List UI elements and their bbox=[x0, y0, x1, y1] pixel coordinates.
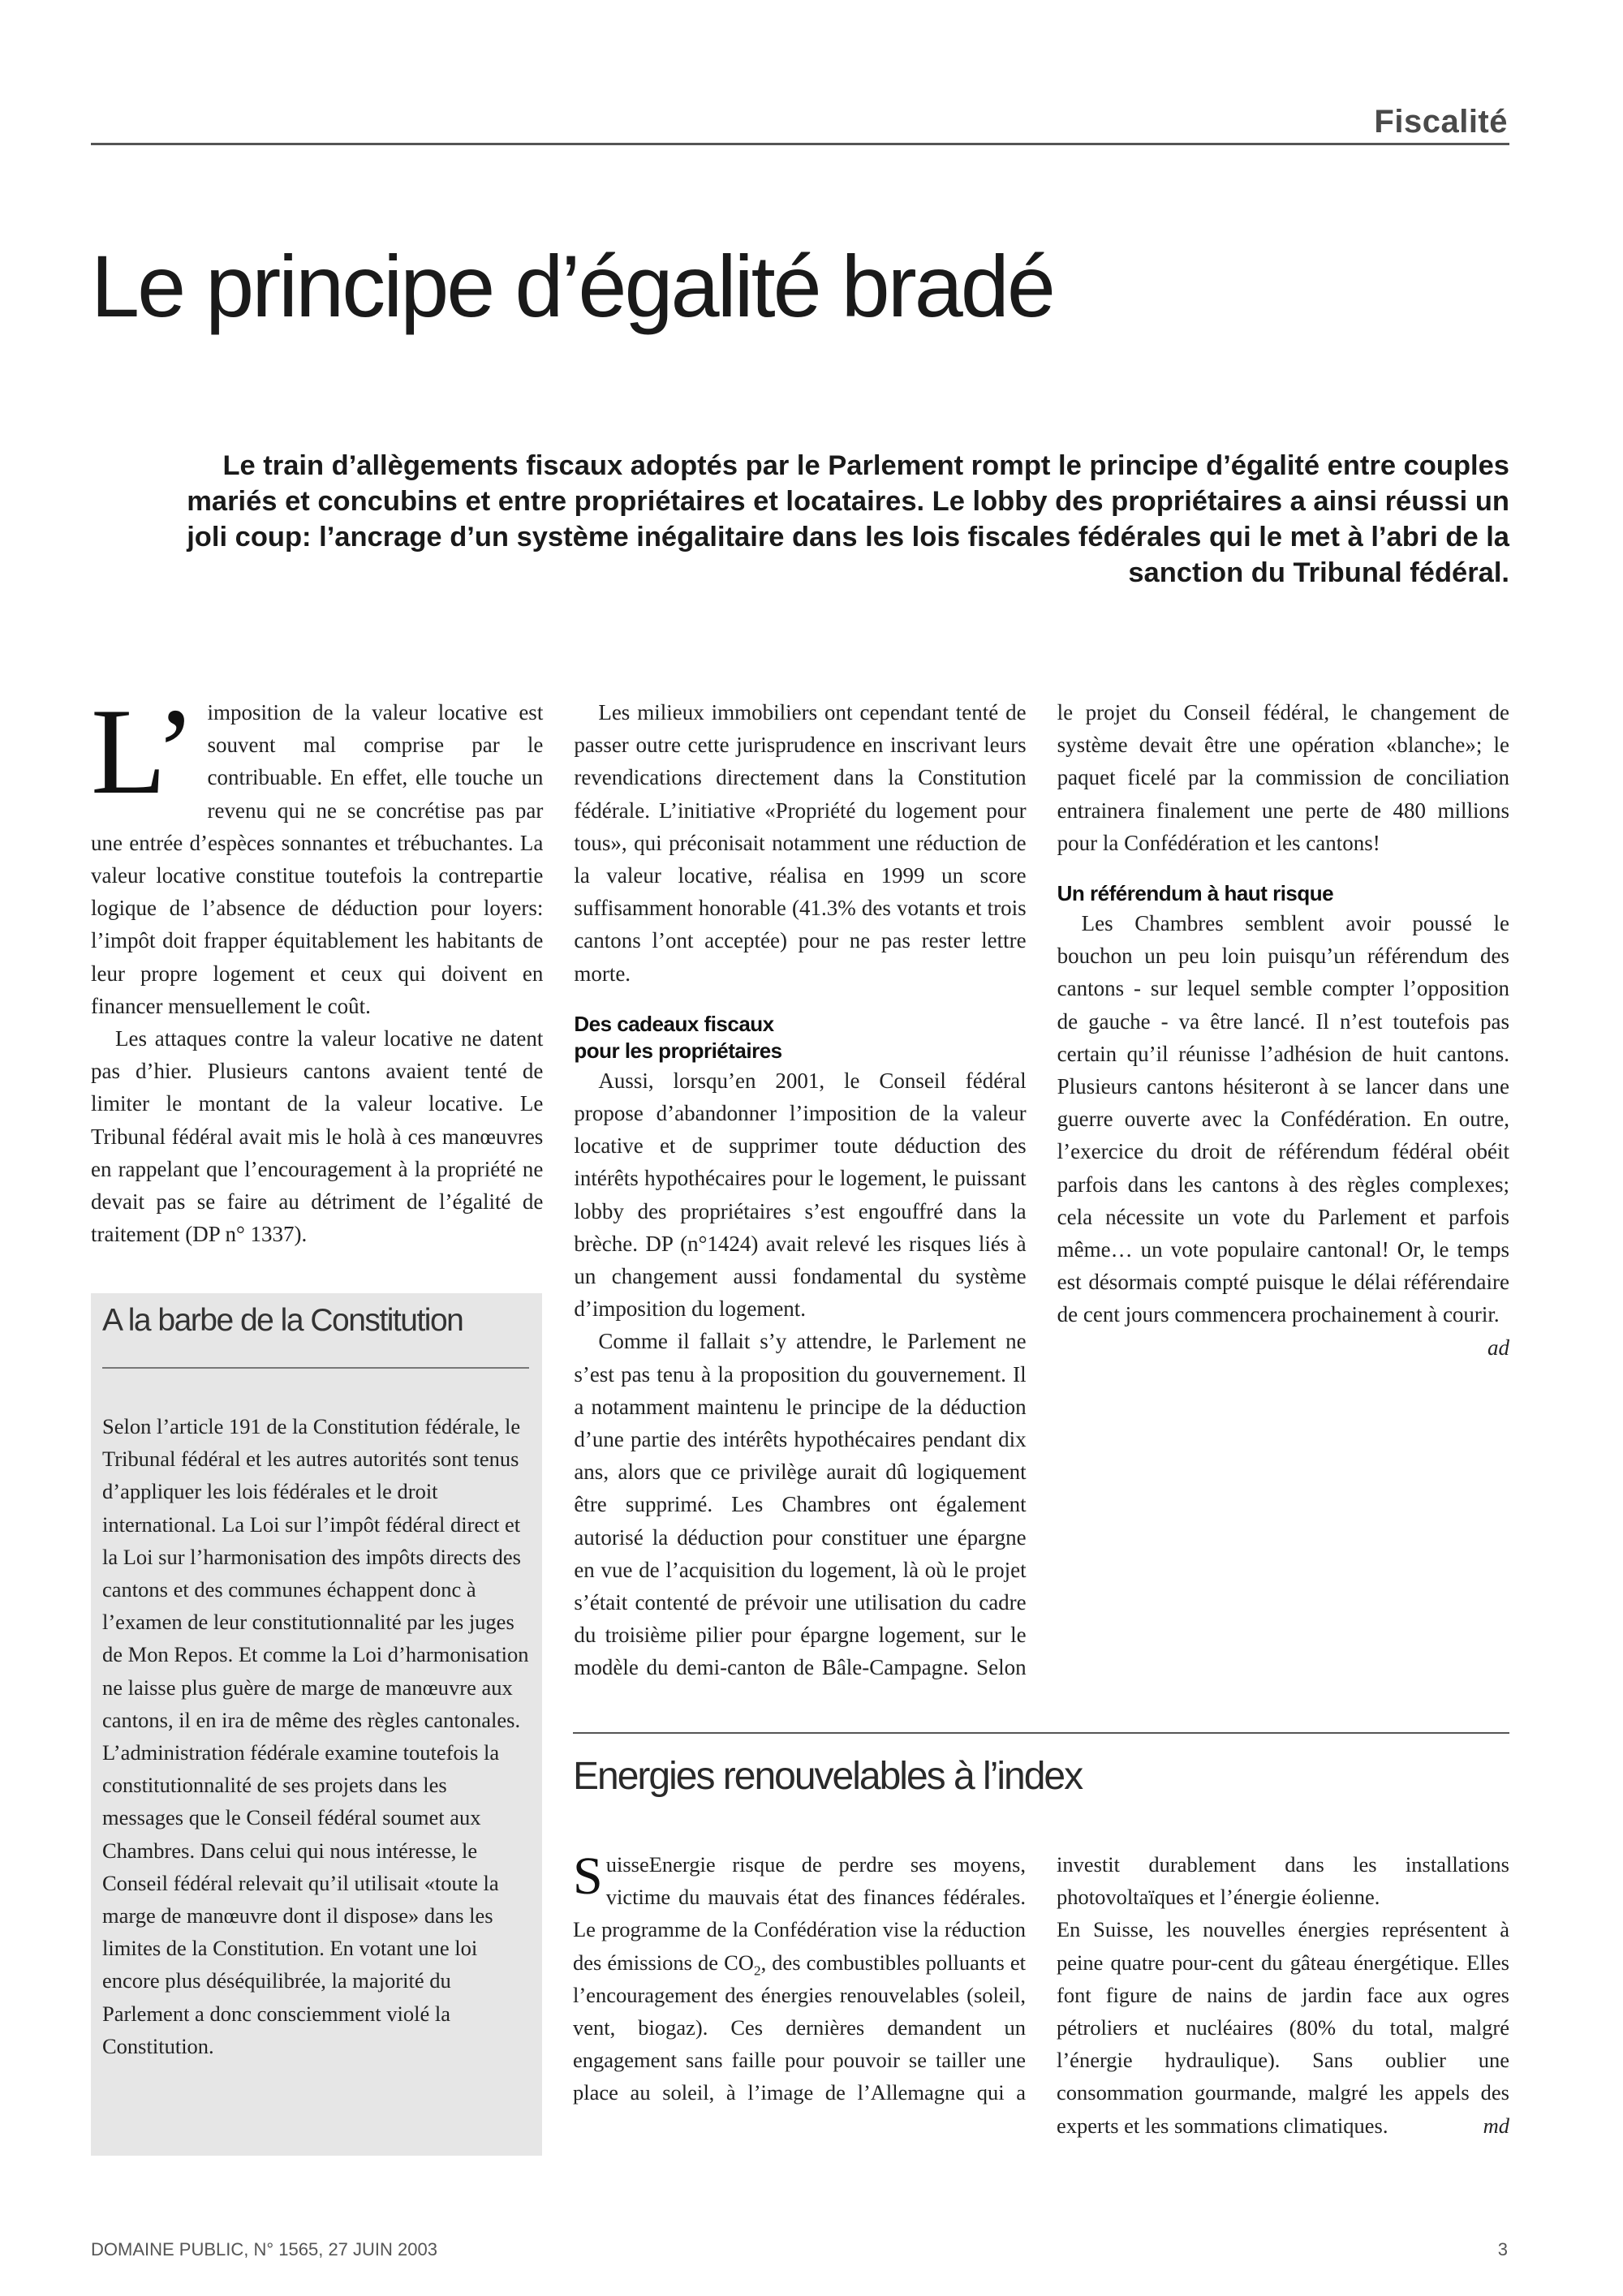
paragraph bbox=[1057, 907, 1509, 1360]
sidebar-title: A la barbe de la Constitution bbox=[102, 1303, 463, 1338]
drop-cap: S bbox=[573, 1847, 603, 1906]
author-signature: md bbox=[1483, 2113, 1509, 2138]
paragraph: Aussi, lorsqu’en 2001, le Conseil fédéral propose d’abandonner l’imposition de la valeur locative et de supprimer toute déduction des intérêts hypothécaires pour le logement, le puissant lobby des propriétaires s’est engouffré dans la brèche. DP (n°1424) avait relevé les risques liés à un changement aussi fondamental du système d’imposition du logement. bbox=[574, 1068, 1027, 1322]
article2-body bbox=[573, 1848, 1509, 2156]
paragraph: Comme il fallait s’y attendre, le Parlement ne s’est pas tenu à la proposition du gouvernement. Il a notamment maintenu le principe de la déduction d’une partie des intérêts hypothécaires pendant dix ans, alors que ce privilège aurait dû logiquement être supprimé. Les Chambres ont également autorisé la déduction pour constituer une épargne en vue de l’acquisition du logement, là où le projet s’était contenté de prévoir une utilisation du cadre du troisième pilier pour épargne logement, sur le modèle du demi-canton de Bâle-Campagne. Selon le projet du Conseil fédéral, le changement de système devait être une opération «blanche»; le paquet ficelé par la commission de conciliation entrainera finalement une perte de 480 millions pour la Confédération et les cantons! bbox=[574, 700, 1509, 1680]
paragraph-text: uisseEnergie risque de perdre ses moyens, victime du mauvais état des finances fédérales. Le programme de la Confédération vise la réduction des émissions de CO bbox=[573, 1852, 1026, 1975]
section-label: Fiscalité bbox=[1374, 104, 1508, 140]
footer-publication: DOMAINE PUBLIC, N° 1565, 27 JUIN 2003 bbox=[91, 2239, 437, 2259]
paragraph: Les attaques contre la valeur locative ne datent pas d’hier. Plusieurs cantons avaient tenté de limiter le montant de la valeur locative. Le Tribunal fédéral avait mis le holà à ces manœuvres en rappelant que l’encouragement à la propriété ne devait pas se faire au détriment de l’égalité de traitement (DP n° 1337). bbox=[91, 1026, 544, 1247]
paragraph bbox=[1057, 1913, 1509, 2141]
main-text-column-1 bbox=[91, 683, 544, 1248]
article-title: Le principe d’égalité bradé bbox=[91, 237, 1053, 335]
article-lead: Le train d’allègements fiscaux adoptés par le Parlement rompt le principe d’égalité entre couples mariés et concubins et entre propriétaires et locataires. Le lobby des propriétaires a ainsi réussi un joli coup: l’ancrage d’un système inégalitaire dans les lois fiscales fédérales qui le met à l’abri de la sanction du Tribunal fédéral. bbox=[187, 450, 1509, 588]
subheading bbox=[574, 1011, 1026, 1064]
paragraph-text: , des combustibles polluants et l’encouragement des énergies renouvelables (soleil, vent, biogaz). Ces dernières demandent un engagement sans faille pour pouvoir se tailler une place au soleil, à l’image de l’Allemagne qui a investit durablement dans les installations photovoltaïques et l’énergie éolienne. bbox=[573, 1852, 1509, 2105]
sidebar-rule bbox=[102, 1367, 529, 1369]
sidebar-text: Selon l’article 191 de la Constitution fédérale, le Tribunal fédéral et les autres autorités sont tenus d’appliquer les lois fédérales et le droit international. La Loi sur l’impôt fédéral direct et la Loi sur l’harmonisation des impôts directs des cantons et des communes échappent donc à l’examen de leur constitutionnalité par les juges de Mon Repos. Et comme la Loi d’harmonisation ne laisse plus guère de marge de manœuvre aux cantons, il en ira de même des règles cantonales. L’administration fédérale examine toutefois la constitutionnalité de ses projets dans les messages que le Conseil fédéral soumet aux Chambres. Dans celui qui nous intéresse, le Conseil fédéral relevait qu’il utilisait «toute la marge de manœuvre dont il dispose» dans les limites de la Constitution. En votant une loi encore plus déséquilibrée, la majorité du Parlement a donc consciemment violé la Constitution. bbox=[102, 1414, 529, 2058]
paragraph: Les milieux immobiliers ont cependant tenté de passer outre cette jurisprudence en inscrivant leurs revendications directement dans la Constitution fédérale. L’initiative «Propriété du logement pour tous», qui préconisait notamment une réduction de la valeur locative, réalisa en 1999 un score suffisamment honorable (41.3% des votants et trois cantons l’ont acceptée) pour ne pas rester lettre morte. bbox=[574, 700, 1027, 986]
header-rule bbox=[91, 143, 1509, 145]
article-separator bbox=[573, 1732, 1509, 1734]
paragraph-text: Les Chambres semblent avoir poussé le bouchon un peu loin puisqu’un référendum des cantons - sur lequel semble compter l’opposition de gauche - va être lancé. Il n’est toutefois pas certain qu’il réunisse l’adhésion de huit cantons. Plusieurs cantons hésiteront à se lancer dans une guerre ouverte avec la Confédération. En outre, l’exercice du droit de référendum fédéral obéit parfois dans les cantons à des règles complexes; cela nécessite un vote du Parlement et parfois même… un vote populaire cantonal! Or, le temps est désormais compté puisque le délai référendaire de cent jours commencera prochainement à courir. bbox=[1057, 911, 1509, 1327]
paragraph: imposition de la valeur locative est souvent mal comprise par le contribuable. En effet, elle touche un revenu qui ne se concrétise pas par une entrée d’espèces sonnantes et trébuchantes. La valeur locative constitue toutefois la contrepartie logique de l’absence de déduction pour loyers: l’impôt doit frapper équitablement les habitants de leur propre logement et ceux qui doivent en financer mensuellement le coût. bbox=[91, 700, 544, 1018]
subheading: Un référendum à haut risque bbox=[1057, 881, 1334, 906]
page-number: 3 bbox=[1497, 2239, 1508, 2259]
subheading-line: pour les propriétaires bbox=[574, 1038, 782, 1063]
article2-title: Energies renouvelables à l’index bbox=[573, 1755, 1083, 1798]
author-signature: ad bbox=[1487, 1335, 1509, 1360]
paragraph-text: En Suisse, les nouvelles énergies représentent à peine quatre pour-cent du gâteau énergétique. Elles font figure de nains de jardin face aux ogres pétroliers et nucléaires (80% du total, malgré l’énergie hydraulique). Sans oublier une consommation gourmande, malgré les appels des experts et les sommations climatiques. bbox=[1057, 1917, 1509, 2138]
subscript: 2 bbox=[753, 1962, 761, 1978]
drop-cap: L’ bbox=[91, 683, 196, 819]
subheading-line: Des cadeaux fiscaux bbox=[574, 1011, 774, 1036]
